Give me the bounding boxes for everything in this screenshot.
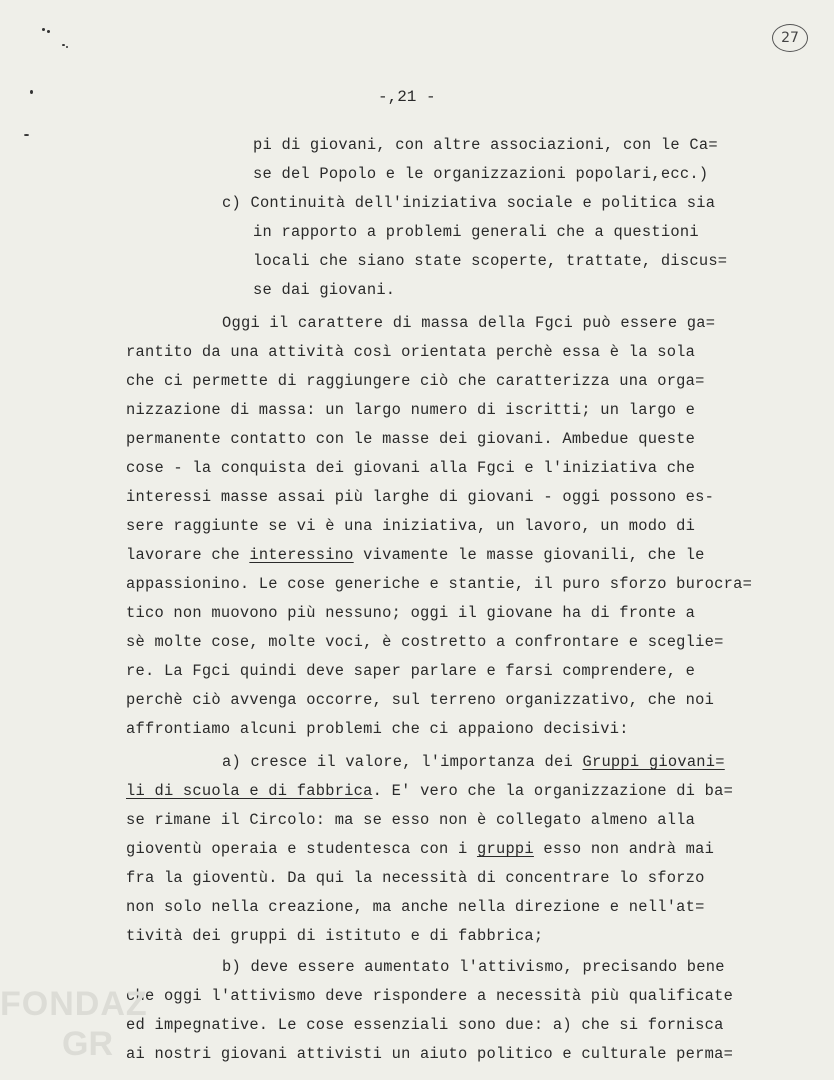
- text-line: [126, 986, 733, 1006]
- text-line: [126, 400, 695, 420]
- speck-mark: [47, 30, 50, 33]
- text-line: [126, 545, 705, 565]
- line-text: re. La Fgci quindi deve saper parlare e farsi comprendere, e: [126, 662, 696, 680]
- text-line: [126, 897, 705, 917]
- text-line: [253, 164, 708, 184]
- speck-mark: [42, 28, 45, 31]
- text-line: [126, 371, 705, 391]
- line-text: affrontiamo alcuni problemi che ci appaiono decisivi:: [126, 720, 629, 738]
- text-line: [222, 193, 715, 213]
- text-line: [126, 1044, 733, 1064]
- line-text: lavorare che: [126, 546, 250, 564]
- text-line: [253, 280, 395, 300]
- line-text: fra la gioventù. Da qui la necessità di concentrare lo sforzo: [126, 869, 705, 887]
- text-line: [126, 810, 695, 830]
- speck-mark: [66, 46, 68, 48]
- line-text: nizzazione di massa: un largo numero di iscritti; un largo e: [126, 401, 696, 419]
- line-text: c) Continuità dell'iniziativa sociale e politica sia: [222, 194, 716, 212]
- text-line: [126, 458, 695, 478]
- archive-watermark: FONDAZ: [0, 985, 148, 1023]
- line-text: sere raggiunte se vi è una iniziativa, un lavoro, un modo di: [126, 517, 696, 535]
- text-line: [253, 135, 718, 155]
- line-text: interessi masse assai più larghe di giovani - oggi possono es-: [126, 488, 715, 506]
- line-text: cose - la conquista dei giovani alla Fgci e l'iniziativa che: [126, 459, 696, 477]
- line-text: locali che siano state scoperte, trattate, discus=: [253, 252, 728, 270]
- text-line: [126, 574, 752, 594]
- speck-mark: [30, 90, 33, 94]
- line-text: Oggi il carattere di massa della Fgci può essere ga=: [222, 314, 716, 332]
- line-text: che ci permette di raggiungere ciò che caratterizza una orga=: [126, 372, 705, 390]
- text-line: [126, 839, 714, 859]
- text-line: [126, 868, 705, 888]
- line-text: se rimane il Circolo: ma se esso non è collegato almeno alla: [126, 811, 696, 829]
- underlined-text: gruppi: [476, 840, 534, 858]
- line-text: esso non andrà mai: [533, 840, 715, 858]
- text-line: [126, 429, 695, 449]
- text-line: [253, 251, 727, 271]
- line-text: rantito da una attività così orientata perchè essa è la sola: [126, 343, 696, 361]
- line-text: ai nostri giovani attivisti un aiuto politico e culturale perma=: [126, 1045, 734, 1063]
- text-line: [126, 516, 695, 536]
- line-text: che oggi l'attivismo deve rispondere a necessità più qualificate: [126, 987, 734, 1005]
- text-line: [253, 222, 699, 242]
- line-text: pi di giovani, con altre associazioni, con le Ca=: [253, 136, 718, 154]
- line-text: gioventù operaia e studentesca con i: [126, 840, 477, 858]
- underlined-text: Gruppi giovani=: [582, 753, 725, 771]
- text-line: [126, 926, 543, 946]
- line-text: a) cresce il valore, l'importanza dei: [222, 753, 583, 771]
- text-line: [126, 719, 629, 739]
- text-line: [222, 957, 725, 977]
- underlined-text: li di scuola e di fabbrica: [126, 782, 373, 800]
- line-text: se del Popolo e le organizzazioni popolari,ecc.): [253, 165, 709, 183]
- line-text: tico non muovono più nessuno; oggi il giovane ha di fronte a: [126, 604, 696, 622]
- line-text: appassionino. Le cose generiche e stantie, il puro sforzo burocra=: [126, 575, 753, 593]
- line-text: sè molte cose, molte voci, è costretto a confrontare e sceglie=: [126, 633, 724, 651]
- line-text: b) deve essere aumentato l'attivismo, precisando bene: [222, 958, 725, 976]
- text-line: [126, 690, 714, 710]
- line-text: vivamente le masse giovanili, che le: [353, 546, 705, 564]
- line-text: tività dei gruppi di istituto e di fabbrica;: [126, 927, 544, 945]
- text-line: [126, 661, 695, 681]
- speck-mark: [24, 134, 29, 136]
- text-line: [126, 632, 724, 652]
- archive-page-stamp: 27: [772, 24, 808, 52]
- line-text: permanente contatto con le masse dei giovani. Ambedue queste: [126, 430, 696, 448]
- text-line: [222, 752, 725, 772]
- text-line: [126, 1015, 724, 1035]
- archive-watermark: GR: [62, 1025, 113, 1063]
- line-text: se dai giovani.: [253, 281, 396, 299]
- line-text: ed impegnative. Le cose essenziali sono due: a) che si fornisca: [126, 1016, 724, 1034]
- page-number: -,21 -: [378, 88, 436, 106]
- text-line: [126, 342, 695, 362]
- text-line: [126, 781, 733, 801]
- line-text: non solo nella creazione, ma anche nella direzione e nell'at=: [126, 898, 705, 916]
- text-line: [126, 603, 695, 623]
- line-text: . E' vero che la organizzazione di ba=: [372, 782, 734, 800]
- line-text: in rapporto a problemi generali che a questioni: [253, 223, 699, 241]
- speck-mark: [62, 44, 65, 46]
- text-line: [126, 487, 714, 507]
- underlined-text: interessino: [249, 546, 354, 564]
- text-line: [222, 313, 715, 333]
- line-text: perchè ciò avvenga occorre, sul terreno organizzativo, che noi: [126, 691, 715, 709]
